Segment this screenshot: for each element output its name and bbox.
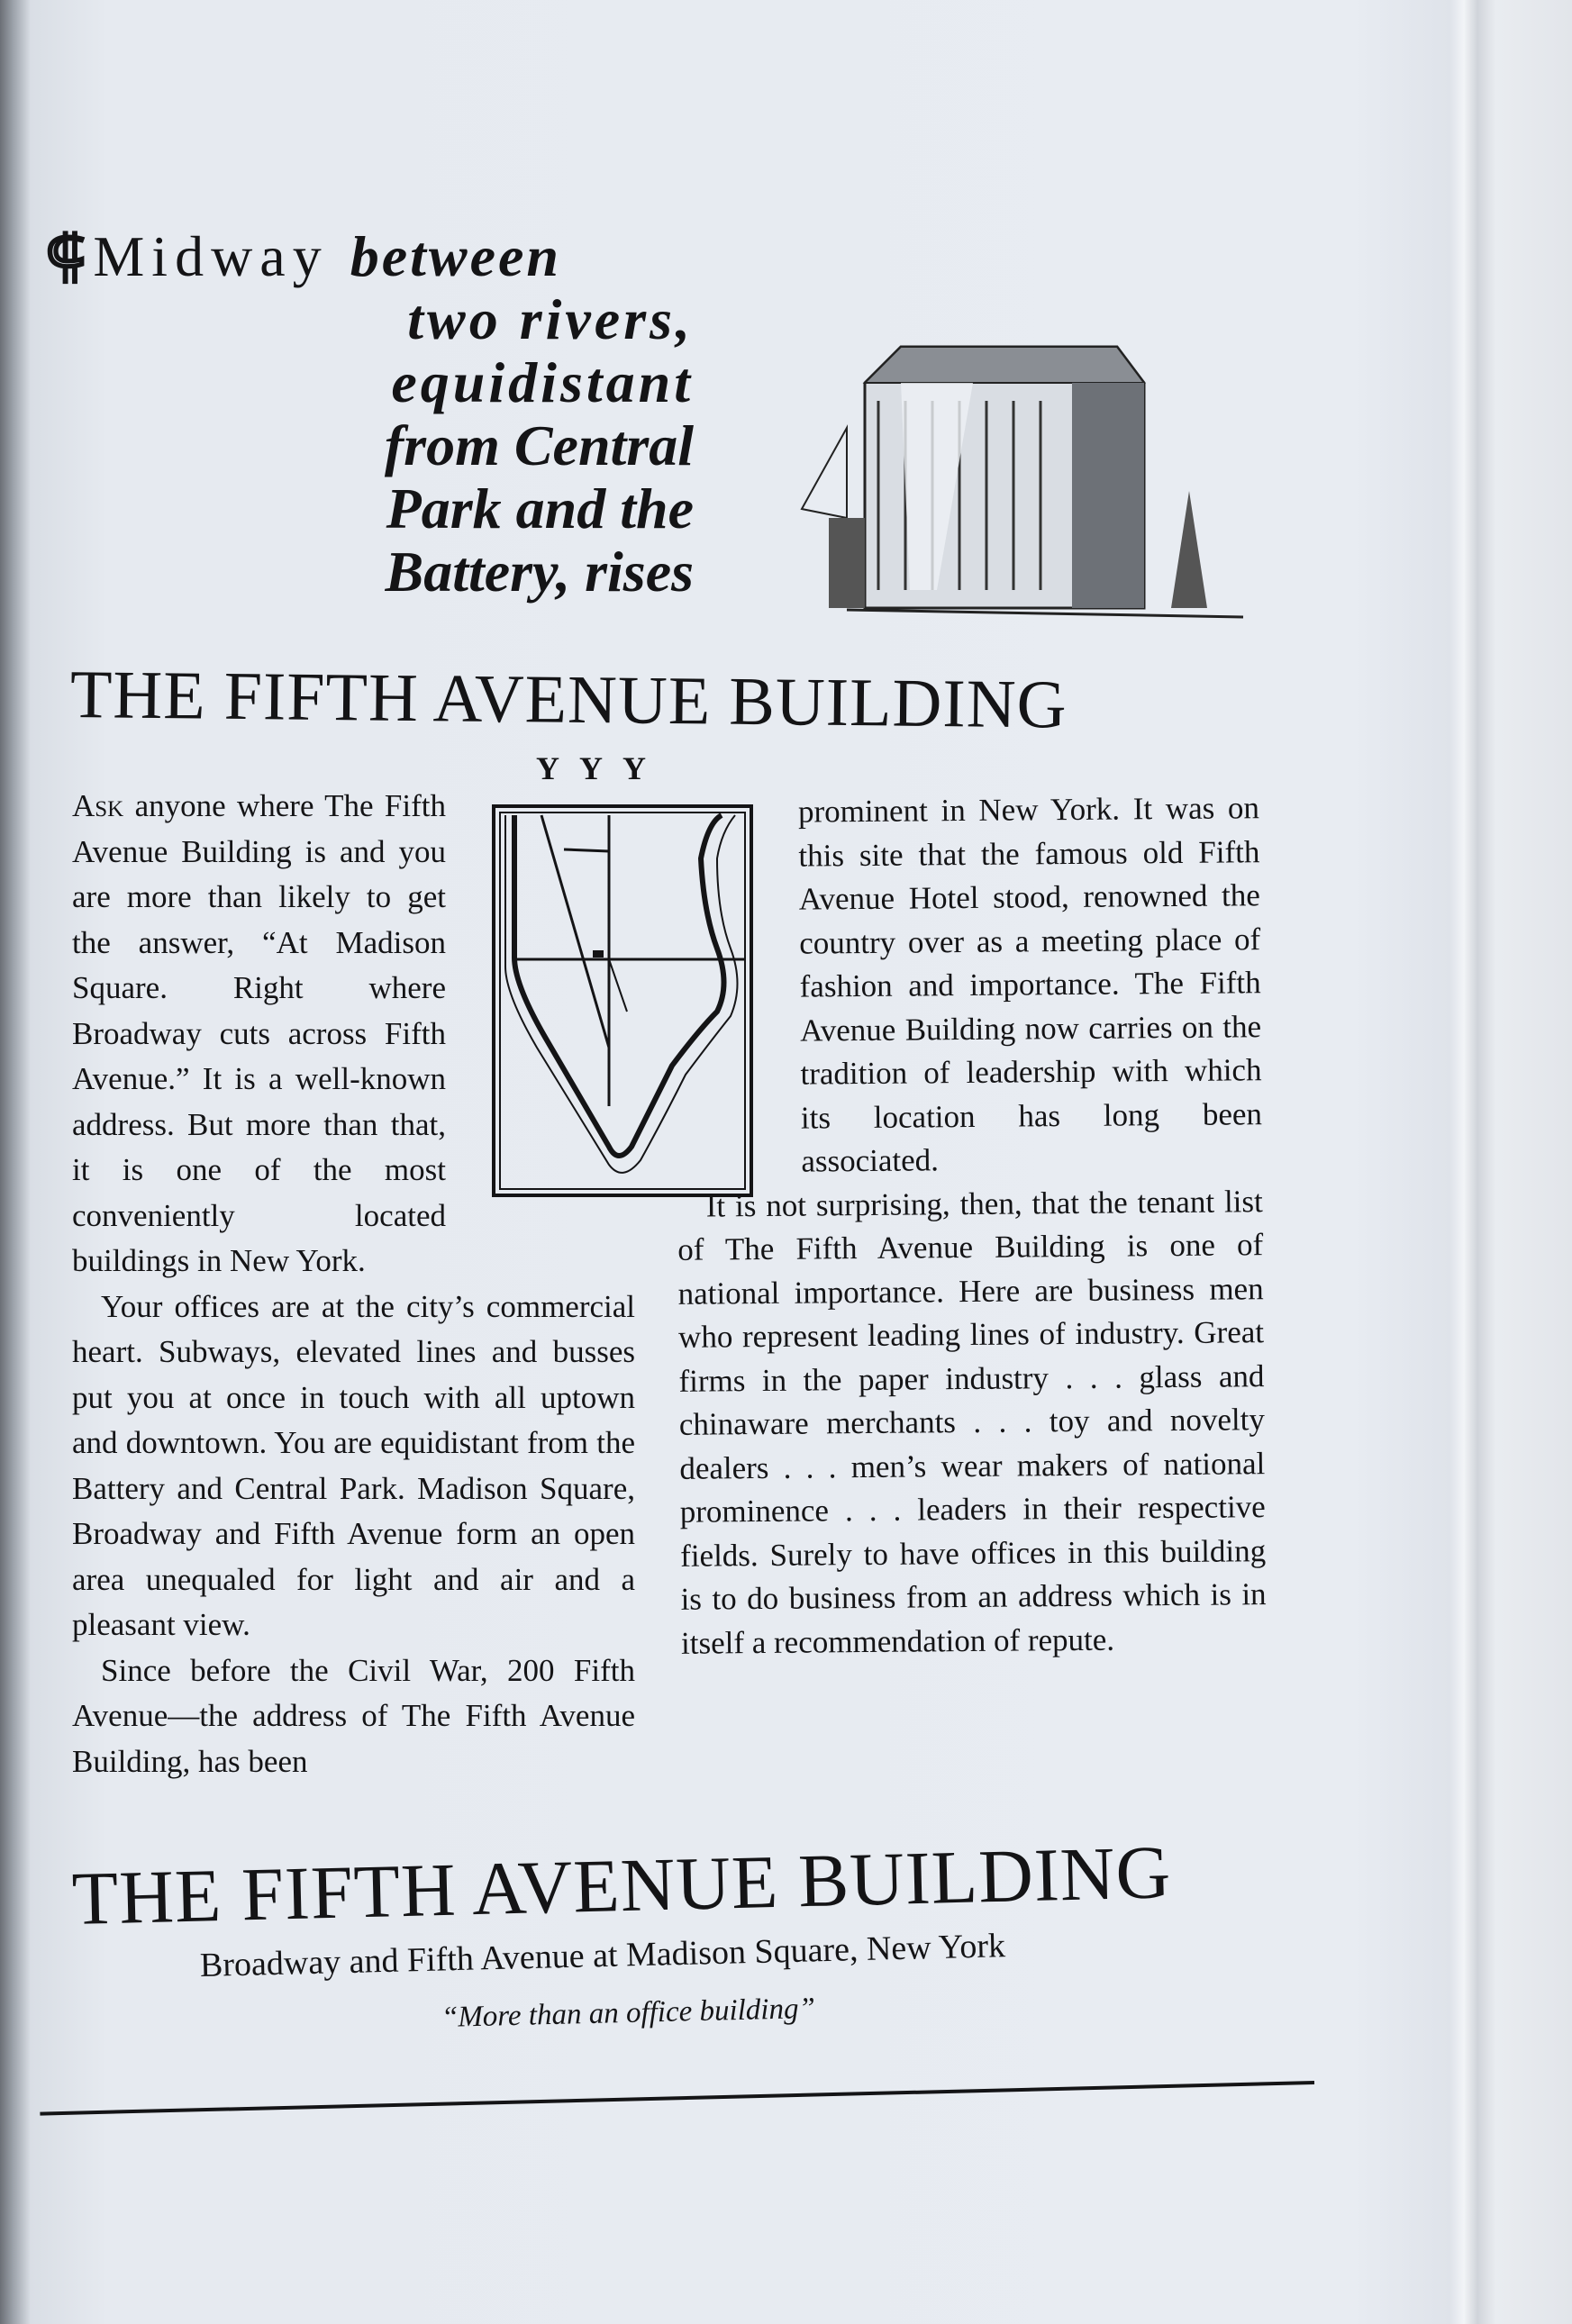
paragraph: prominent in New York. It was on this site that the famous old Fifth Avenue Hotel stood, renowned the country over as a meeting place of fashion and importance. The Fifth Avenue Building now carries on the tradition of leadership with which its location has long been associated.: [797, 790, 1263, 1179]
headline-line: two rivers,: [407, 287, 694, 351]
headline-line: Battery, rises: [385, 540, 694, 604]
paragraph-mark-icon: ⸿: [45, 224, 94, 288]
tagline: “More than an office building”: [441, 1992, 816, 2034]
paragraph: It is not surprising, then, that the tenant list of The Fifth Avenue Building is one of national importance. Here are business men who represent leading lines of industry. Great firms in the paper industry . . . glass and chinaware merchants . . . toy and novelty dealers . . . men’s wear makers of national prominence . . . leaders in their respective fields. Surely to have offices in this building is to do business from an address which is in itself a recommendation of repute.: [677, 1183, 1267, 1661]
headline: [36, 225, 694, 604]
headline-line: Park and the: [386, 477, 694, 540]
building-illustration: [793, 329, 1261, 626]
address: Broadway and Fifth Avenue at Madison Square, New York: [199, 1927, 1006, 1984]
paragraph: Since before the Civil War, 200 Fifth Avenue—the address of The Fifth Avenue Building, has been: [72, 1652, 635, 1779]
paragraph-text: anyone where The Fifth Avenue Building is and you are more than likely to get the answer, “At Madison Square. Right where Broadway cuts across Fifth Avenue.” It is a well-known address. But more than that, it is one of the most conveniently located buildings in New York.: [72, 788, 446, 1278]
title: THE FIFTH AVENUE BUILDING: [69, 657, 1068, 743]
headline-line: equidistant: [391, 350, 694, 414]
footer-title: THE FIFTH AVENUE BUILDING: [70, 1830, 1173, 1941]
lead-word: Ask: [72, 788, 124, 823]
ornament: YYY: [536, 750, 666, 786]
headline-line: from Central: [384, 413, 694, 477]
headline-line: between: [350, 224, 561, 288]
column-2: [674, 786, 1267, 1666]
paragraph: Your offices are at the city’s commercial heart. Subways, elevated lines and busses put you at once in touch with all uptown and downtown. You are equidistant from the Battery and Central Park. Madison Square, Broadway and Fifth Avenue form an open area unequaled for light and air and a pleasant view.: [72, 1288, 635, 1642]
headline-line: Midway: [93, 224, 329, 288]
divider-rule: [40, 2081, 1314, 2116]
column-1: [72, 784, 635, 1784]
